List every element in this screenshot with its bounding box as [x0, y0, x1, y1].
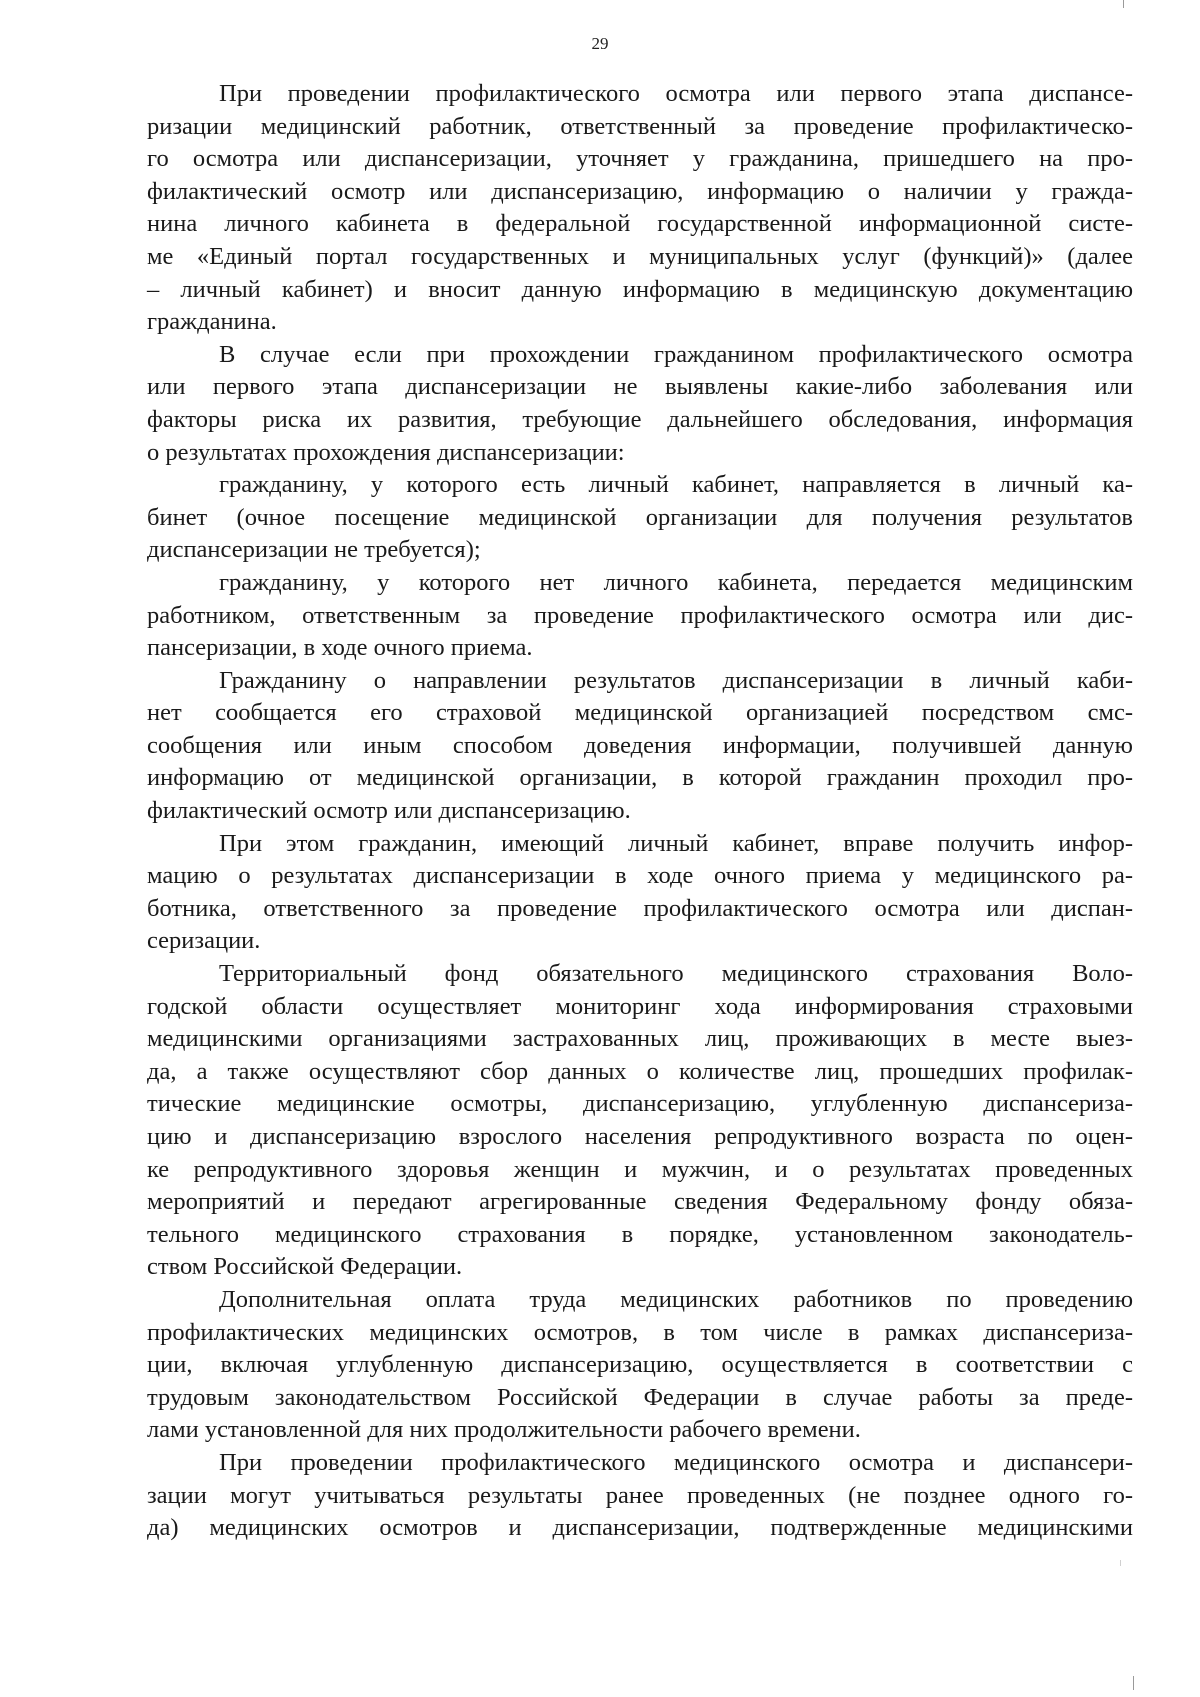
text-line: При проведении профилактического осмотра или первого этапа диспансе-: [219, 80, 1133, 107]
scan-mark: [1120, 1560, 1121, 1566]
text-line: филактический осмотр или диспансеризацию.: [147, 797, 631, 825]
text-line: серизации.: [147, 927, 261, 955]
text-line: цию и диспансеризацию взрослого населения репродуктивного возраста по оцен-: [147, 1123, 1133, 1150]
text-line: тические медицинские осмотры, диспансеризацию, углубленную диспансериза-: [147, 1090, 1133, 1118]
text-line: факторы риска их развития, требующие дальнейшего обследования, информация: [147, 405, 1133, 433]
text-line: медицинскими организациями застрахованных лиц, проживающих в месте выез-: [147, 1025, 1133, 1053]
text-line: гражданину, у которого нет личного кабинета, передается медицинским: [219, 568, 1133, 596]
text-line: мацию о результатах диспансеризации в ходе очного приема у медицинского ра-: [147, 862, 1133, 890]
text-line: профилактических медицинских осмотров, в том числе в рамках диспансериза-: [147, 1318, 1133, 1346]
page-number: 29: [591, 34, 609, 53]
text-line: При этом гражданин, имеющий личный кабинет, вправе получить инфор-: [219, 829, 1133, 857]
text-line: ции, включая углубленную диспансеризацию, осуществляется в соответствии с: [147, 1351, 1133, 1379]
text-line: или первого этапа диспансеризации не выявлены какие-либо заболевания или: [147, 373, 1133, 401]
text-line: о результатах прохождения диспансеризации:: [147, 438, 625, 466]
text-line: нет сообщается его страховой медицинской организацией посредством смс-: [147, 699, 1133, 727]
text-line: лами установленной для них продолжительности рабочего времени.: [147, 1416, 861, 1444]
text-line: гражданину, у которого есть личный кабинет, направляется в личный ка-: [219, 471, 1133, 499]
document-body: [147, 78, 1133, 1545]
text-line: да) медицинских осмотров и диспансеризации, подтвержденные медицинскими: [147, 1514, 1133, 1542]
text-line: зации могут учитываться результаты ранее проведенных (не позднее одного го-: [147, 1481, 1133, 1509]
text-line: нина личного кабинета в федеральной государственной информационной систе-: [147, 210, 1133, 238]
text-line: работником, ответственным за проведение профилактического осмотра или дис-: [147, 601, 1133, 629]
text-line: трудовым законодательством Российской Федерации в случае работы за преде-: [147, 1383, 1133, 1411]
text-line: ством Российской Федерации.: [147, 1253, 463, 1281]
text-line: ке репродуктивного здоровья женщин и мужчин, и о результатах проведенных: [147, 1155, 1133, 1183]
text-line: ботника, ответственного за проведение профилактического осмотра или диспан-: [147, 894, 1133, 922]
text-line: пансеризации, в ходе очного приема.: [147, 634, 533, 662]
text-line: ризации медицинский работник, ответственный за проведение профилактическо-: [147, 112, 1133, 140]
scan-mark: [1133, 1676, 1134, 1690]
text-line: гражданина.: [147, 308, 277, 336]
text-line: диспансеризации не требуется);: [147, 536, 481, 564]
text-line: Гражданину о направлении результатов диспансеризации в личный каби-: [219, 666, 1133, 694]
text-line: тельного медицинского страхования в порядке, установленном законодатель-: [147, 1220, 1133, 1248]
text-line: го осмотра или диспансеризации, уточняет у гражданина, пришедшего на про-: [147, 145, 1133, 173]
text-line: информацию от медицинской организации, в которой гражданин проходил про-: [147, 764, 1133, 792]
text-line: годской области осуществляет мониторинг хода информирования страховыми: [147, 992, 1133, 1020]
text-line: – личный кабинет) и вносит данную информацию в медицинскую документацию: [147, 275, 1133, 303]
text-line: сообщения или иным способом доведения информации, получившей данную: [147, 731, 1133, 759]
text-line: мероприятий и передают агрегированные сведения Федеральному фонду обяза-: [147, 1188, 1133, 1216]
text-line: В случае если при прохождении гражданином профилактического осмотра: [219, 340, 1133, 368]
text-line: Территориальный фонд обязательного медицинского страхования Воло-: [219, 960, 1133, 988]
text-line: филактический осмотр или диспансеризацию, информацию о наличии у гражда-: [147, 177, 1133, 205]
text-line: бинет (очное посещение медицинской организации для получения результатов: [147, 503, 1133, 531]
text-line: При проведении профилактического медицинского осмотра и диспансери-: [219, 1448, 1133, 1476]
scan-mark: [1123, 0, 1124, 8]
text-line: да, а также осуществляют сбор данных о количестве лиц, прошедших профилак-: [147, 1057, 1133, 1085]
text-line: ме «Единый портал государственных и муниципальных услуг (функций)» (далее: [147, 242, 1133, 270]
text-line: Дополнительная оплата труда медицинских работников по проведению: [219, 1285, 1133, 1313]
